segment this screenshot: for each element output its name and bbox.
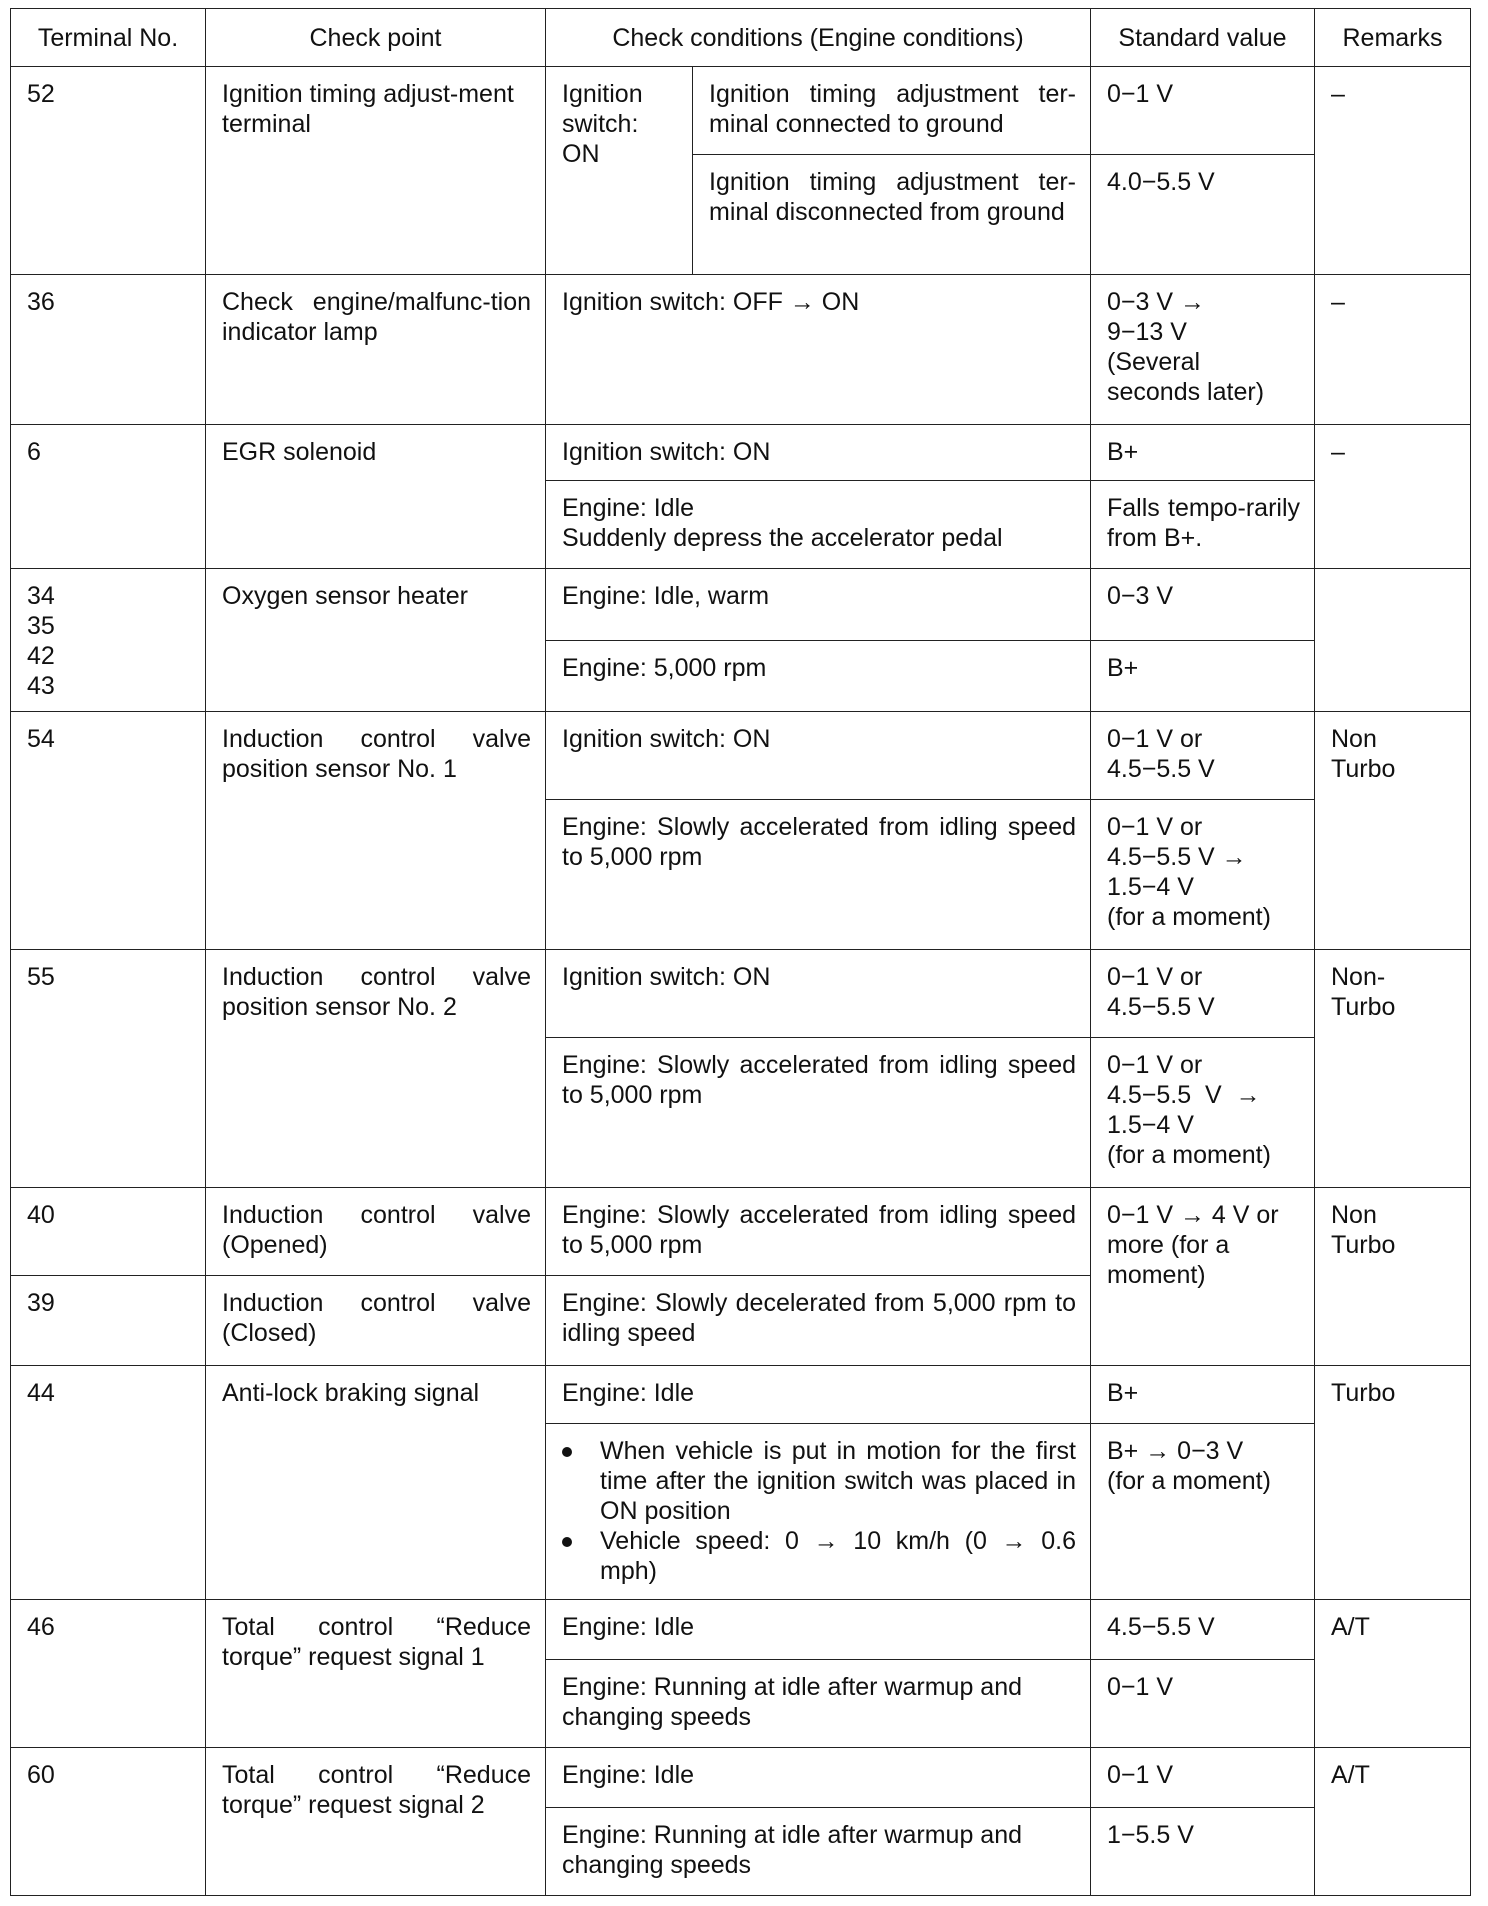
- standard-value-line: 0−1 V or: [1107, 1051, 1203, 1079]
- terminal-number-line: 35: [27, 612, 55, 640]
- check-condition: Engine: 5,000 rpm: [546, 640, 1091, 712]
- standard-value-line: 1.5−4 V: [1107, 873, 1194, 901]
- standard-value: 0−1 V: [1091, 67, 1315, 155]
- standard-value-line: B+ → 0−3 V: [1107, 1437, 1244, 1465]
- table-row: [11, 67, 1471, 155]
- condition-line: Suddenly depress the accelerator pedal: [562, 524, 1003, 552]
- standard-value: [1091, 950, 1315, 1038]
- table-row: [11, 425, 1471, 481]
- header-check-conditions: Check conditions (Engine conditions): [546, 9, 1091, 67]
- check-point: Induction control valve (Opened): [206, 1188, 546, 1276]
- table-row: [11, 1188, 1471, 1276]
- bullet-text: Vehicle speed: 0 → 10 km/h (0 → 0.6 mph): [600, 1527, 1076, 1585]
- header-check-point: Check point: [206, 9, 546, 67]
- remarks: [1315, 1188, 1471, 1366]
- terminal-number-line: 42: [27, 642, 55, 670]
- terminal-number-line: 43: [27, 672, 55, 700]
- table-row: [11, 950, 1471, 1038]
- standard-value: [1091, 800, 1315, 950]
- check-point: Induction control valve (Closed): [206, 1276, 546, 1366]
- remarks: A/T: [1315, 1748, 1471, 1896]
- terminal-check-table: [10, 8, 1471, 1896]
- terminal-number: 46: [11, 1600, 206, 1748]
- table-row: [11, 1748, 1471, 1808]
- remarks: –: [1315, 425, 1471, 569]
- check-condition: [546, 481, 1091, 569]
- check-condition: Ignition switch: ON: [546, 950, 1091, 1038]
- standard-value-line: 4.5−5.5 V →: [1107, 1081, 1261, 1109]
- terminal-number: 54: [11, 712, 206, 950]
- remarks: –: [1315, 67, 1471, 275]
- standard-value: 0−1 V → 4 V or more (for a moment): [1091, 1188, 1315, 1366]
- terminal-number: 55: [11, 950, 206, 1188]
- standard-value: 4.5−5.5 V: [1091, 1600, 1315, 1660]
- condition-bullet-item: [546, 1436, 1076, 1526]
- check-condition: Engine: Slowly accelerated from idling speed to 5,000 rpm: [546, 1038, 1091, 1188]
- terminal-number: 36: [11, 275, 206, 425]
- check-point: Check engine/malfunc-tion indicator lamp: [206, 275, 546, 425]
- standard-value: [1091, 1038, 1315, 1188]
- remarks: [1315, 712, 1471, 950]
- remarks-line: Turbo: [1331, 993, 1396, 1021]
- check-condition: Engine: Running at idle after warmup and changing speeds: [546, 1808, 1091, 1896]
- check-condition: [546, 1424, 1091, 1600]
- header-terminal-no: Terminal No.: [11, 9, 206, 67]
- check-point: Ignition timing adjust-ment terminal: [206, 67, 546, 275]
- terminal-number: 6: [11, 425, 206, 569]
- header-standard-value: Standard value: [1091, 9, 1315, 67]
- check-point: Anti-lock braking signal: [206, 1366, 546, 1600]
- remarks-line: Turbo: [1331, 1231, 1396, 1259]
- terminal-check-sheet: [10, 8, 1470, 1896]
- remarks: Turbo: [1315, 1366, 1471, 1600]
- standard-value: 4.0−5.5 V: [1091, 155, 1315, 275]
- terminal-number: 39: [11, 1276, 206, 1366]
- table-row: [11, 712, 1471, 800]
- check-condition: Ignition switch: ON: [546, 425, 1091, 481]
- check-condition: Engine: Running at idle after warmup and changing speeds: [546, 1660, 1091, 1748]
- bullet-dot-icon: [562, 1537, 572, 1547]
- standard-value-note: (for a moment): [1107, 1467, 1271, 1495]
- table-row: [11, 1600, 1471, 1660]
- standard-value-line: 0−1 V or: [1107, 813, 1203, 841]
- check-point: Induction control valve position sensor No. 1: [206, 712, 546, 950]
- header-remarks: Remarks: [1315, 9, 1471, 67]
- remarks-line: Turbo: [1331, 755, 1396, 783]
- standard-value-line: 4.5−5.5 V: [1107, 755, 1215, 783]
- check-condition: Engine: Idle: [546, 1600, 1091, 1660]
- check-point: Total control “Reduce torque” request signal 2: [206, 1748, 546, 1896]
- standard-value-line: 4.5−5.5 V →: [1107, 843, 1247, 871]
- check-condition: Ignition switch: ON: [546, 712, 1091, 800]
- remarks-line: Non-: [1331, 963, 1386, 991]
- terminal-number: 40: [11, 1188, 206, 1276]
- table-row: [11, 569, 1471, 641]
- standard-value-line: 4.5−5.5 V: [1107, 993, 1215, 1021]
- standard-value-line: 0−1 V or: [1107, 725, 1203, 753]
- standard-value: 0−3 V: [1091, 569, 1315, 641]
- standard-value: B+: [1091, 425, 1315, 481]
- standard-value-line: 9−13 V: [1107, 318, 1187, 346]
- terminal-number: [11, 569, 206, 712]
- terminal-number-line: 34: [27, 582, 55, 610]
- standard-value-line: 0−1 V or: [1107, 963, 1203, 991]
- check-condition: Ignition timing adjustment ter-minal disconnected from ground: [693, 155, 1091, 275]
- standard-value-note: (for a moment): [1107, 1141, 1271, 1169]
- remarks: [1315, 950, 1471, 1188]
- condition-bullet-item: [546, 1526, 1076, 1586]
- check-condition: Ignition switch: OFF → ON: [546, 275, 1091, 425]
- remarks-line: Non: [1331, 1201, 1377, 1229]
- standard-value: 0−1 V: [1091, 1660, 1315, 1748]
- table-row: [11, 1366, 1471, 1424]
- check-condition: Engine: Idle: [546, 1748, 1091, 1808]
- terminal-number: 44: [11, 1366, 206, 1600]
- remarks: –: [1315, 275, 1471, 425]
- check-point: Total control “Reduce torque” request signal 1: [206, 1600, 546, 1748]
- remarks: A/T: [1315, 1600, 1471, 1748]
- check-condition: Engine: Idle: [546, 1366, 1091, 1424]
- standard-value-line: 0−3 V →: [1107, 288, 1205, 316]
- standard-value: [1091, 712, 1315, 800]
- standard-value: B+: [1091, 1366, 1315, 1424]
- check-condition: Engine: Slowly accelerated from idling speed to 5,000 rpm: [546, 800, 1091, 950]
- condition-line: Engine: Idle: [562, 494, 695, 522]
- bullet-dot-icon: [562, 1447, 572, 1457]
- condition-bullet-list: [546, 1436, 1076, 1586]
- check-point: Induction control valve position sensor No. 2: [206, 950, 546, 1188]
- bullet-text: When vehicle is put in motion for the first time after the ignition switch was placed in ON position: [600, 1437, 1076, 1525]
- check-condition: Ignition timing adjustment ter-minal connected to ground: [693, 67, 1091, 155]
- condition-group: Ignition switch: ON: [546, 67, 693, 275]
- standard-value: [1091, 1424, 1315, 1600]
- standard-value-line: 1.5−4 V: [1107, 1111, 1194, 1139]
- standard-value: [1091, 275, 1315, 425]
- remarks-line: Non: [1331, 725, 1377, 753]
- check-condition: Engine: Slowly decelerated from 5,000 rpm to idling speed: [546, 1276, 1091, 1366]
- standard-value-note: (Several seconds later): [1107, 348, 1265, 406]
- standard-value: 0−1 V: [1091, 1748, 1315, 1808]
- check-condition: Engine: Idle, warm: [546, 569, 1091, 641]
- check-point: EGR solenoid: [206, 425, 546, 569]
- standard-value-note: (for a moment): [1107, 903, 1271, 931]
- terminal-number: 60: [11, 1748, 206, 1896]
- terminal-number: 52: [11, 67, 206, 275]
- standard-value: B+: [1091, 640, 1315, 712]
- check-point: Oxygen sensor heater: [206, 569, 546, 712]
- standard-value: 1−5.5 V: [1091, 1808, 1315, 1896]
- check-condition: Engine: Slowly accelerated from idling speed to 5,000 rpm: [546, 1188, 1091, 1276]
- table-row: [11, 275, 1471, 425]
- header-row: [11, 9, 1471, 67]
- standard-value: Falls tempo-rarily from B+.: [1091, 481, 1315, 569]
- remarks: [1315, 569, 1471, 712]
